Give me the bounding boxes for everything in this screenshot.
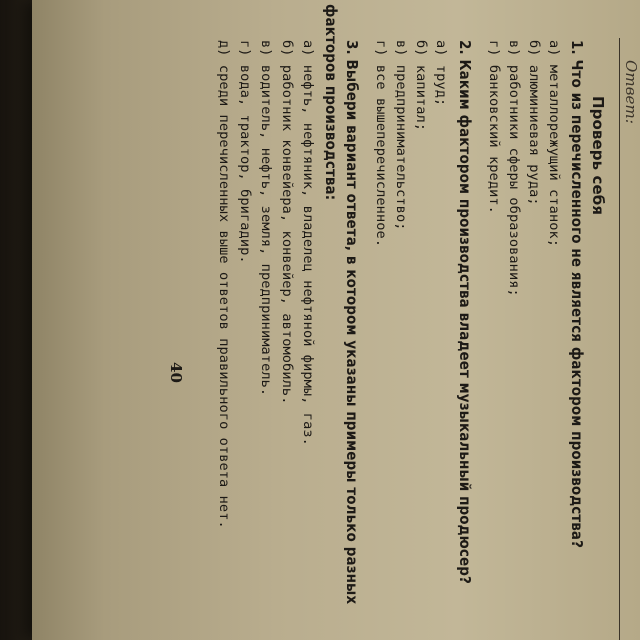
- question-1: 1. Что из перечисленного не является фактором производства?: [568, 40, 586, 549]
- question-3-option-a: а) нефть, нефтяник, владелец нефтяной фирмы, газ.: [300, 40, 316, 446]
- answer-rule: [619, 38, 620, 640]
- question-3-option-d: г) вода, трактор, бригадир.: [237, 40, 253, 264]
- question-3-option-b: б) работник конвейера, конвейер, автомобиль.: [279, 40, 295, 405]
- question-2-option-d: г) все вышеперечисленное.: [373, 40, 389, 248]
- question-1-option-c: в) работники сферы образования;: [506, 40, 522, 297]
- section-title: Проверь себя: [589, 96, 607, 216]
- book-page: [32, 0, 640, 640]
- page-content: [80, 0, 640, 640]
- question-2-option-c: в) предпринимательство;: [393, 40, 409, 231]
- question-1-option-b: б) алюминиевая руда;: [526, 40, 542, 206]
- answer-label: Ответ:: [622, 60, 640, 125]
- question-2-option-a: а) труд;: [433, 40, 449, 107]
- question-2-option-b: б) капитал;: [413, 40, 429, 132]
- question-1-option-a: а) металлорежущий станок;: [546, 40, 562, 248]
- question-3-continuation: факторов производства:: [322, 4, 340, 201]
- question-2: 2. Каким фактором производства владеет музыкальный продюсер?: [456, 40, 474, 584]
- question-3-option-e: д) среди перечисленных выше ответов правильного ответа нет.: [216, 40, 232, 529]
- question-1-option-d: г) банковский кредит.: [486, 40, 502, 214]
- page-number: 40: [167, 362, 185, 384]
- question-3-option-c: в) водитель, нефть, земля, предприниматель.: [258, 40, 274, 397]
- question-3: 3. Выбери вариант ответа, в котором указаны примеры только разных: [343, 40, 361, 605]
